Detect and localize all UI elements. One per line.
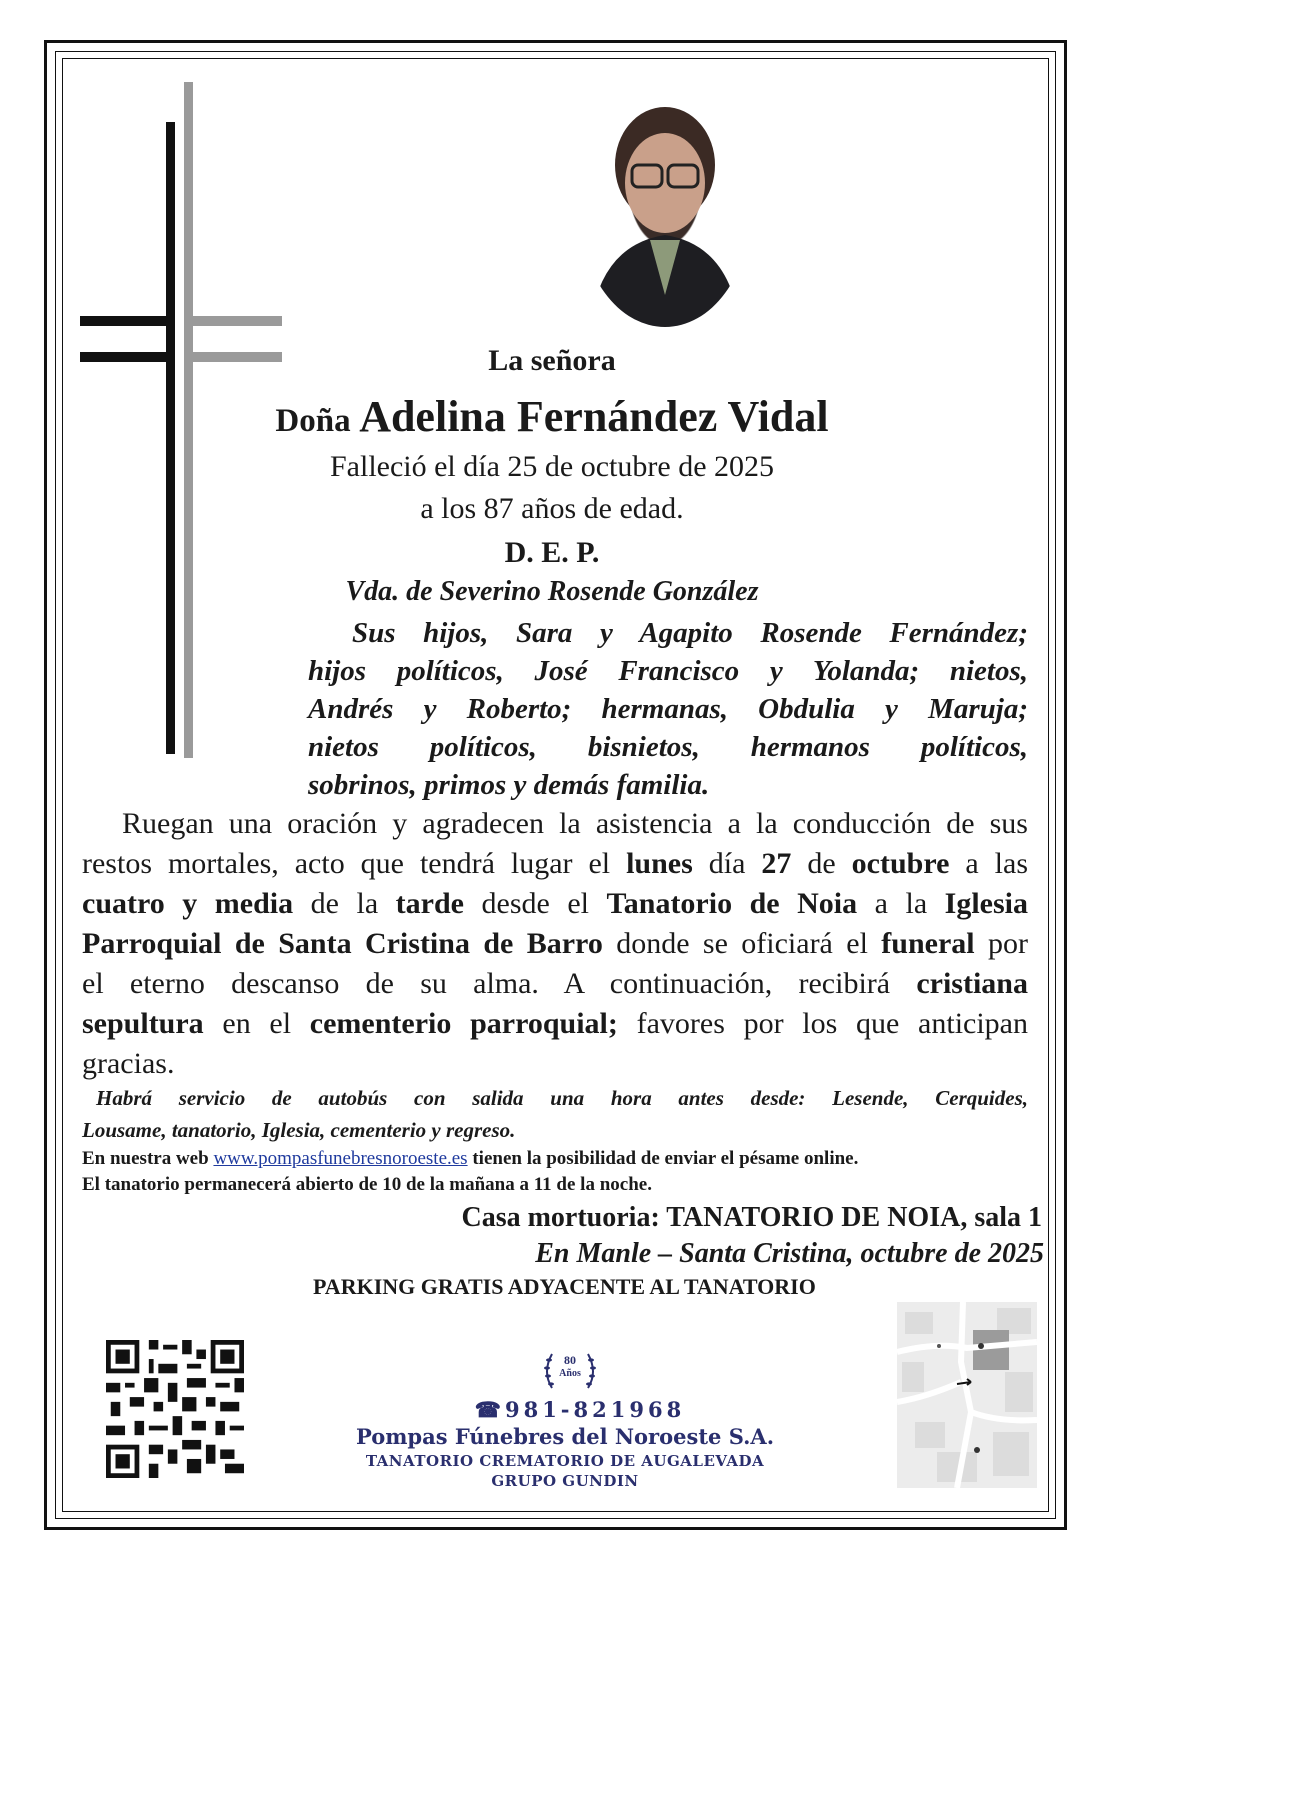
company-line1: TANATORIO CREMATORIO DE AUGALEVADA bbox=[365, 1452, 765, 1470]
family-line: nietos políticos, bisnietos, hermanos políticos, bbox=[308, 731, 1028, 763]
anniversary-badge bbox=[540, 1344, 600, 1400]
badge-text: 80 Años bbox=[559, 1353, 581, 1379]
honorific: Doña bbox=[275, 403, 351, 439]
bus-line: Lousame, tanatorio, Iglesia, cementerio y regreso. bbox=[82, 1118, 516, 1142]
place-date: En Manle – Santa Cristina, octubre de 2025 bbox=[535, 1238, 1044, 1269]
family-list bbox=[308, 614, 1028, 804]
company-name: Pompas Fúnebres del Noroeste S.A. bbox=[355, 1424, 775, 1449]
full-name: Adelina Fernández Vidal bbox=[359, 392, 829, 441]
family-line: Sus hijos, Sara y Agapito Rosende Fernández; bbox=[352, 617, 1028, 649]
intro-text: La señora bbox=[488, 344, 616, 377]
bus-note bbox=[82, 1082, 1028, 1146]
family-line: sobrinos, primos y demás familia. bbox=[308, 769, 710, 801]
deceased-portrait bbox=[580, 95, 750, 327]
paragraph-line: Ruegan una oración y agradecen la asistencia a la conducción de sus bbox=[122, 807, 1028, 840]
hours-note: El tanatorio permanecerá abierto de 10 de la mañana a 11 de la noche. bbox=[82, 1174, 652, 1195]
bus-line: Habrá servicio de autobús con salida una hora antes desde: Lesende, Cerquides, bbox=[96, 1086, 1028, 1110]
qr-code[interactable] bbox=[106, 1340, 244, 1478]
paragraph-line: gracias. bbox=[82, 1047, 175, 1080]
phone-line[interactable]: ☎981-821968 bbox=[474, 1397, 686, 1422]
widow-text: Vda. de Severino Rosende González bbox=[345, 576, 759, 607]
paragraph-line: el eterno descanso de su alma. A continuación, recibirá cristiana bbox=[82, 967, 1028, 1000]
death-date: Falleció el día 25 de octubre de 2025 bbox=[329, 450, 775, 483]
family-line: Andrés y Roberto; hermanas, Obdulia y Maruja; bbox=[308, 693, 1028, 725]
phone-icon: ☎ bbox=[474, 1397, 505, 1422]
family-line: hijos políticos, José Francisco y Yolanda; nietos, bbox=[308, 655, 1028, 687]
announcement-paragraph bbox=[82, 804, 1028, 1084]
paragraph-line: restos mortales, acto que tendrá lugar el lunes día 27 de octubre a las bbox=[82, 847, 1028, 880]
paragraph-line: sepultura en el cementerio parroquial; favores por los que anticipan bbox=[82, 1007, 1028, 1040]
age-text: a los 87 años de edad. bbox=[420, 492, 684, 525]
paragraph-line: cuatro y media de la tarde desde el Tanatorio de Noia a la Iglesia bbox=[82, 887, 1028, 920]
funeral-home: Casa mortuoria: TANATORIO DE NOIA, sala 1 bbox=[461, 1202, 1042, 1233]
deceased-name bbox=[0, 388, 1104, 450]
website-link[interactable]: www.pompasfunebresnoroeste.es bbox=[213, 1148, 468, 1169]
location-map[interactable] bbox=[897, 1302, 1037, 1488]
company-line2: GRUPO GUNDIN bbox=[491, 1472, 639, 1490]
rip-text: D. E. P. bbox=[504, 536, 600, 569]
paragraph-line: Parroquial de Santa Cristina de Barro donde se oficiará el funeral por bbox=[82, 927, 1028, 960]
web-note: En nuestra web www.pompasfunebresnoroeste.es tienen la posibilidad de enviar el pésame online. bbox=[82, 1148, 859, 1169]
parking-note: PARKING GRATIS ADYACENTE AL TANATORIO bbox=[313, 1274, 816, 1299]
